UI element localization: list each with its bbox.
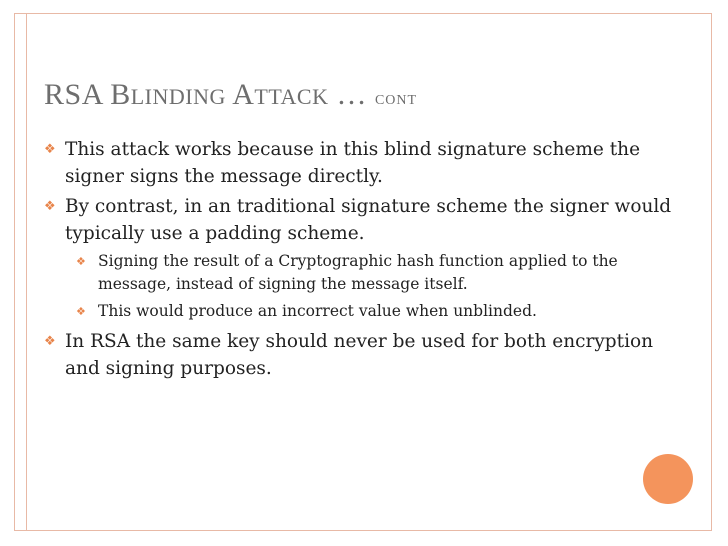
title-part-2: LINDING [130,84,226,109]
bullet-diamond-icon: ❖ [44,333,56,349]
sub-bullet-text: This would produce an incorrect value when unblinded. [98,302,537,320]
slide-title [44,78,417,112]
bullet-diamond-icon: ❖ [44,142,56,157]
decorative-orange-dot [643,454,693,504]
bullet-diamond-icon: ❖ [44,199,56,214]
title-part-1: RSA B [44,78,131,111]
left-rule-divider [26,13,27,531]
sub-bullet-item [44,300,684,323]
sub-bullet-item [44,250,684,295]
title-part-5: … [328,78,375,111]
title-part-3: A [225,78,255,111]
sub-bullet-diamond-icon: ❖ [76,305,86,318]
bullet-text: In RSA the same key should never be used for both encryption and signing purposes. [65,330,654,379]
bullet-item [44,328,684,382]
bullet-item [44,193,684,247]
bullet-text: By contrast, in an traditional signature scheme the signer would typically use a padding scheme. [65,196,672,244]
title-part-4: TTACK [254,84,329,109]
title-part-6: CONT [374,93,418,108]
sub-bullet-text: Signing the result of a Cryptographic hash function applied to the message, instead of signing the message itself. [98,252,618,293]
bullet-text: This attack works because in this blind signature scheme the signer signs the message directly. [65,139,641,187]
bullet-item [44,136,684,190]
bullet-list [44,136,684,385]
sub-bullet-diamond-icon: ❖ [76,255,86,268]
